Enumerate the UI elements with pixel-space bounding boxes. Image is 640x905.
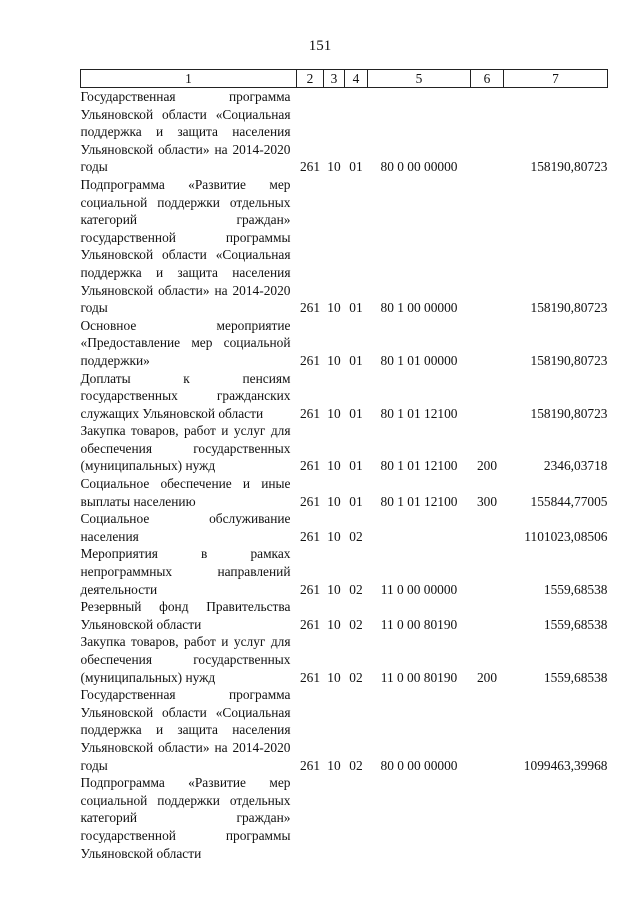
page-number: 151 (308, 38, 332, 54)
row-name: Доплаты к пенсиям государственных гражданских служащих Ульяновской области (80, 370, 291, 421)
row-expense-type: 300 (476, 493, 498, 509)
row-amount: 1559,68538 (543, 581, 608, 597)
table-row (81, 176, 608, 317)
row-admin-code: 261 (299, 581, 321, 597)
row-expense-type (471, 686, 504, 774)
row-section: 10 (327, 528, 341, 544)
table-header (81, 70, 608, 88)
row-target-article: 11 0 00 00000 (380, 581, 458, 597)
table-row (81, 510, 608, 545)
row-section: 10 (327, 352, 341, 368)
row-subsection (345, 774, 368, 862)
row-section: 10 (327, 458, 341, 474)
row-amount: 1101023,08506 (524, 528, 608, 544)
header-col-7: 7 (504, 70, 608, 88)
row-admin-code: 261 (299, 616, 321, 632)
row-section: 10 (327, 757, 341, 773)
row-target-article: 80 1 01 12100 (380, 458, 458, 474)
header-row (81, 70, 608, 88)
row-expense-type: 200 (476, 669, 498, 685)
table-row (81, 686, 608, 774)
row-expense-type (471, 317, 504, 370)
row-section: 10 (327, 493, 341, 509)
row-target-article: 80 0 00 00000 (380, 159, 458, 175)
row-section (324, 774, 345, 862)
row-subsection: 01 (349, 493, 363, 509)
row-name: Социальное обслуживание населения (80, 511, 291, 544)
row-name: Закупка товаров, работ и услуг для обеспечения государственных (муниципальных) нужд (80, 634, 291, 685)
row-admin-code: 261 (299, 300, 321, 316)
row-expense-type (471, 545, 504, 598)
row-name: Резервный фонд Правительства Ульяновской области (80, 599, 291, 632)
table-row (81, 370, 608, 423)
row-admin-code: 261 (299, 757, 321, 773)
row-section: 10 (327, 159, 341, 175)
row-subsection: 01 (349, 159, 363, 175)
row-admin-code: 261 (299, 458, 321, 474)
row-amount: 2346,03718 (543, 458, 608, 474)
row-name: Социальное обеспечение и иные выплаты населению (80, 476, 291, 509)
row-admin-code: 261 (299, 352, 321, 368)
table-body (81, 88, 608, 863)
header-col-6: 6 (471, 70, 504, 88)
row-target-article: 80 1 01 12100 (380, 493, 458, 509)
row-subsection: 01 (349, 458, 363, 474)
row-expense-type (471, 510, 504, 545)
row-subsection: 02 (349, 616, 363, 632)
row-section: 10 (327, 581, 341, 597)
row-section: 10 (327, 669, 341, 685)
row-amount: 1099463,39968 (523, 757, 608, 773)
row-subsection: 02 (349, 581, 363, 597)
row-amount: 158190,80723 (530, 159, 608, 175)
row-target-article (368, 510, 471, 545)
row-subsection: 01 (349, 405, 363, 421)
table-row (81, 88, 608, 176)
row-expense-type (471, 370, 504, 423)
row-subsection: 02 (349, 528, 363, 544)
row-name: Государственная программа Ульяновской области «Социальная поддержка и защита населения Ульяновской области» на 2014-2020 годы (80, 687, 291, 773)
row-name: Мероприятия в рамках непрограммных направлений деятельности (80, 546, 291, 597)
row-name: Государственная программа Ульяновской области «Социальная поддержка и защита населения Ульяновской области» на 2014-2020 годы (80, 89, 291, 175)
row-name: Основное мероприятие «Предоставление мер социальной поддержки» (80, 317, 291, 368)
row-amount: 158190,80723 (530, 352, 608, 368)
row-target-article: 11 0 00 80190 (380, 616, 458, 632)
header-col-4: 4 (345, 70, 368, 88)
budget-table (80, 69, 608, 862)
row-admin-code (297, 774, 324, 862)
row-amount: 1559,68538 (543, 616, 608, 632)
header-col-5: 5 (368, 70, 471, 88)
table-row (81, 633, 608, 686)
row-amount: 155844,77005 (530, 493, 608, 509)
row-section: 10 (327, 405, 341, 421)
row-expense-type (471, 176, 504, 317)
row-name: Закупка товаров, работ и услуг для обеспечения государственных (муниципальных) нужд (80, 423, 291, 474)
row-target-article: 80 1 00 00000 (380, 300, 458, 316)
row-expense-type (471, 88, 504, 176)
header-col-2: 2 (297, 70, 324, 88)
row-subsection: 02 (349, 669, 363, 685)
row-amount: 158190,80723 (530, 405, 608, 421)
row-name: Подпрограмма «Развитие мер социальной поддержки отдельных категорий граждан» государственной программы Ульяновской области (80, 775, 291, 861)
table-row (81, 545, 608, 598)
row-subsection: 01 (349, 300, 363, 316)
row-expense-type (471, 774, 504, 862)
row-admin-code: 261 (299, 669, 321, 685)
table-row (81, 422, 608, 475)
row-name: Подпрограмма «Развитие мер социальной поддержки отдельных категорий граждан» государственной программы Ульяновской области «Социальная поддержка и защита населения Ульяновской области» на 2014-2020 годы (80, 176, 291, 316)
header-col-1: 1 (81, 70, 297, 88)
row-admin-code: 261 (299, 159, 321, 175)
row-subsection: 02 (349, 757, 363, 773)
row-expense-type: 200 (476, 458, 498, 474)
table-row (81, 598, 608, 633)
table-row (81, 475, 608, 510)
table-row (81, 774, 608, 862)
row-section: 10 (327, 616, 341, 632)
row-target-article: 80 0 00 00000 (380, 757, 458, 773)
row-target-article: 80 1 01 00000 (380, 352, 458, 368)
row-subsection: 01 (349, 352, 363, 368)
row-admin-code: 261 (299, 528, 321, 544)
row-amount (504, 774, 608, 862)
row-target-article: 80 1 01 12100 (380, 405, 458, 421)
header-col-3: 3 (324, 70, 345, 88)
row-target-article (368, 774, 471, 862)
row-section: 10 (327, 300, 341, 316)
row-amount: 1559,68538 (543, 669, 608, 685)
row-admin-code: 261 (299, 493, 321, 509)
table-row (81, 317, 608, 370)
row-expense-type (471, 598, 504, 633)
row-admin-code: 261 (299, 405, 321, 421)
row-target-article: 11 0 00 80190 (380, 669, 458, 685)
row-amount: 158190,80723 (530, 300, 608, 316)
